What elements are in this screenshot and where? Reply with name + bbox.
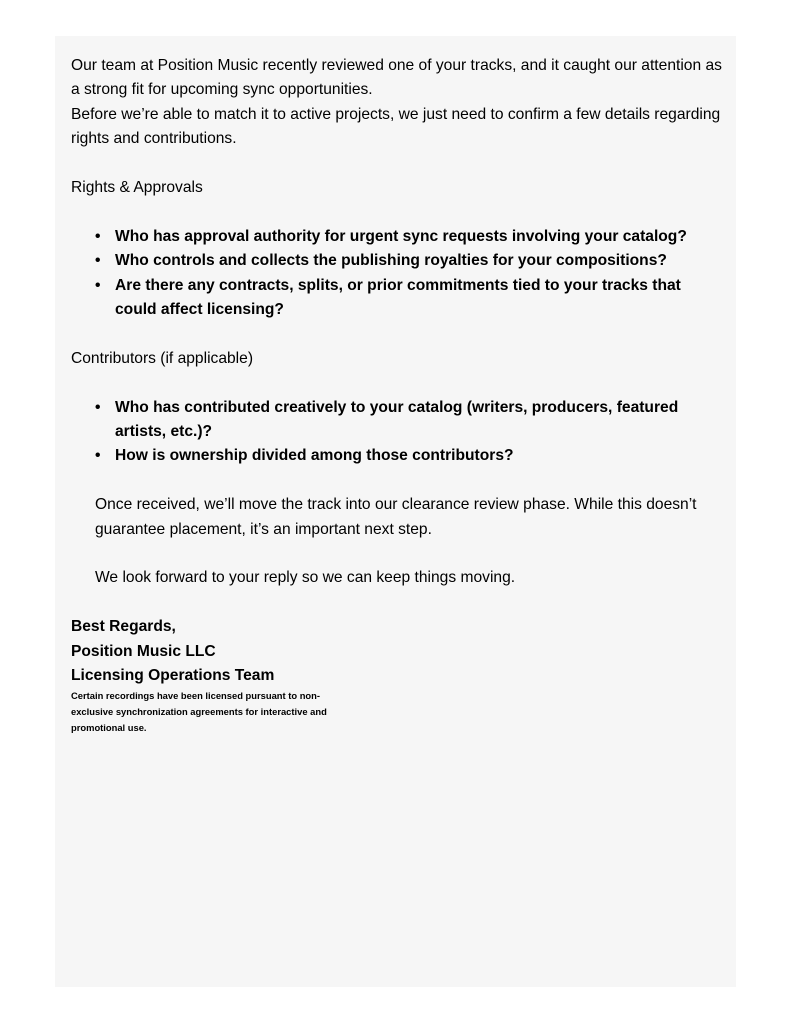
spacer xyxy=(71,322,723,346)
rights-question-2: Who controls and collects the publishing royalties for your compositions? xyxy=(115,252,667,270)
bullet-icon: • xyxy=(95,398,101,416)
bullet-icon: • xyxy=(95,447,101,465)
email-body-panel xyxy=(55,36,736,987)
spacer xyxy=(71,371,723,395)
closing-paragraph-2: We look forward to your reply so we can keep things moving. xyxy=(95,569,516,587)
bullet-icon: • xyxy=(95,252,101,270)
list-item xyxy=(95,249,723,273)
contributors-question-2: How is ownership divided among those contributors? xyxy=(115,447,514,465)
rights-heading: Rights & Approvals xyxy=(71,179,203,197)
list-item xyxy=(95,444,723,468)
rights-question-1: Who has approval authority for urgent sync requests involving your catalog? xyxy=(115,227,687,245)
signature-block xyxy=(71,615,723,688)
rights-question-3: Are there any contracts, splits, or prior commitments tied to your tracks that could affect licensing? xyxy=(115,276,681,319)
signoff-company: Position Music LLC xyxy=(71,642,216,660)
contributors-question-1: Who has contributed creatively to your catalog (writers, producers, featured artists, etc.)? xyxy=(115,398,679,441)
spacer xyxy=(71,542,723,566)
signoff-regards: Best Regards, xyxy=(71,618,176,636)
list-item xyxy=(95,225,723,249)
legal-disclaimer: Certain recordings have been licensed pursuant to non-exclusive synchronization agreements for interactive and promotional use. xyxy=(71,690,327,734)
spacer xyxy=(71,469,723,493)
closing-paragraph-1: Once received, we’ll move the track into our clearance review phase. While this doesn’t guarantee placement, it’s an important next step. xyxy=(95,496,697,538)
list-item xyxy=(95,396,723,445)
signoff-team: Licensing Operations Team xyxy=(71,667,275,685)
rights-questions-list xyxy=(71,225,723,323)
spacer xyxy=(71,591,723,615)
spacer xyxy=(71,200,723,224)
bullet-icon: • xyxy=(95,276,101,294)
list-item xyxy=(95,274,723,323)
email-content xyxy=(71,54,723,736)
contributors-questions-list xyxy=(71,396,723,469)
intro-paragraph-1: Our team at Position Music recently reviewed one of your tracks, and it caught our attention as a strong fit for upcoming sync opportunities. xyxy=(71,57,722,99)
bullet-icon: • xyxy=(95,227,101,245)
spacer xyxy=(71,152,723,176)
contributors-heading: Contributors (if applicable) xyxy=(71,349,254,367)
intro-paragraph-2: Before we’re able to match it to active projects, we just need to confirm a few details regarding rights and contributions. xyxy=(71,105,721,148)
